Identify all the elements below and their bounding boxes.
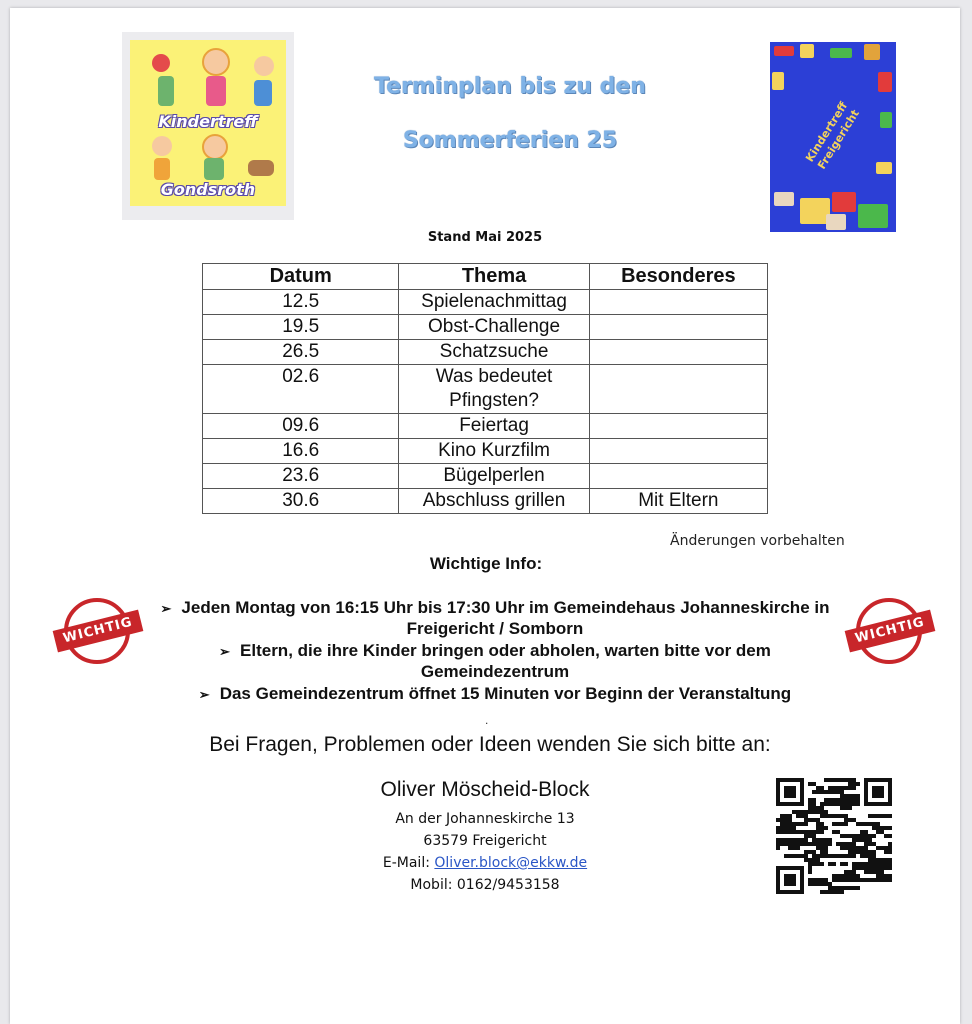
cell-besonderes <box>589 365 767 414</box>
contact-city: 63579 Freigericht <box>423 833 547 849</box>
table-row <box>203 340 768 365</box>
list-item: ➢ Jeden Montag von 16:15 Uhr bis 17:30 Uhr im Gemeindehaus Johanneskirche in Freigericht / Somborn <box>160 598 830 638</box>
logo-word-gondsroth: Gondsroth <box>160 180 256 199</box>
cell-besonderes: Mit Eltern <box>589 489 767 514</box>
cell-datum: 26.5 <box>203 340 399 365</box>
stamp-label: WICHTIG <box>845 610 936 653</box>
arrow-bullet-icon: ➢ <box>160 601 172 616</box>
important-info-heading: Wichtige Info: <box>429 554 543 573</box>
header-thema: Thema <box>399 264 589 290</box>
cell-thema: Obst-Challenge <box>399 315 589 340</box>
cell-besonderes <box>589 439 767 464</box>
table-header-row <box>203 264 768 290</box>
arrow-bullet-icon: ➢ <box>198 687 210 702</box>
header-besonderes: Besonderes <box>589 264 767 290</box>
cell-besonderes <box>589 340 767 365</box>
table-row <box>203 414 768 439</box>
title-line-2: Sommerferien 25 <box>402 128 618 153</box>
cell-thema: Schatzsuche <box>399 340 589 365</box>
logo-word-kindertreff: Kindertreff <box>158 112 258 131</box>
info-bullet-list <box>150 598 840 707</box>
cell-datum: 16.6 <box>203 439 399 464</box>
schedule-table <box>202 263 768 514</box>
contact-email-line <box>350 852 620 874</box>
list-item: ➢ Eltern, die ihre Kinder bringen oder abholen, warten bitte vor dem Gemeindezentrum <box>219 641 771 681</box>
list-item: ➢ Das Gemeindezentrum öffnet 15 Minuten vor Beginn der Veranstaltung <box>198 684 792 703</box>
cell-datum: 19.5 <box>203 315 399 340</box>
table-row <box>203 290 768 315</box>
contact-street: An der Johanneskirche 13 <box>395 811 575 827</box>
title-line-1: Terminplan bis zu den <box>374 74 646 99</box>
stray-dot: . <box>485 713 489 727</box>
wichtig-stamp-right <box>846 598 934 668</box>
table-row <box>203 489 768 514</box>
questions-line: Bei Fragen, Problemen oder Ideen wenden Sie sich bitte an: <box>209 733 771 756</box>
cell-besonderes <box>589 414 767 439</box>
stand-date: Stand Mai 2025 <box>427 230 543 245</box>
cell-thema: Was bedeutet Pfingsten? <box>399 365 589 414</box>
logo-text-freigericht: Kindertreff Freigericht <box>803 99 862 172</box>
table-row <box>203 439 768 464</box>
qr-code[interactable] <box>776 778 892 894</box>
kindertreff-freigericht-logo <box>770 42 896 232</box>
document-page <box>10 8 960 1024</box>
cell-datum: 09.6 <box>203 414 399 439</box>
cell-thema: Feiertag <box>399 414 589 439</box>
cell-thema: Kino Kurzfilm <box>399 439 589 464</box>
cell-datum: 02.6 <box>203 365 399 414</box>
cell-datum: 12.5 <box>203 290 399 315</box>
arrow-bullet-icon: ➢ <box>219 644 231 659</box>
changes-reserved-note: Änderungen vorbehalten <box>670 533 845 549</box>
email-link[interactable]: Oliver.block@ekkw.de <box>434 855 588 871</box>
cell-besonderes <box>589 290 767 315</box>
kindertreff-gondsroth-logo <box>122 32 294 220</box>
cell-thema: Spielenachmittag <box>399 290 589 315</box>
table-row <box>203 315 768 340</box>
email-label: E-Mail: <box>382 855 430 871</box>
cell-thema: Bügelperlen <box>399 464 589 489</box>
table-row <box>203 365 768 414</box>
table-row <box>203 464 768 489</box>
wichtig-stamp-left <box>54 598 142 668</box>
cell-besonderes <box>589 464 767 489</box>
contact-mobile: Mobil: 0162/9453158 <box>410 877 560 893</box>
cell-besonderes <box>589 315 767 340</box>
cell-thema: Abschluss grillen <box>399 489 589 514</box>
contact-block <box>350 778 620 896</box>
stamp-label: WICHTIG <box>53 610 144 653</box>
contact-name: Oliver Möscheid-Block <box>380 778 590 801</box>
header-datum: Datum <box>203 264 399 290</box>
cell-datum: 23.6 <box>203 464 399 489</box>
cell-datum: 30.6 <box>203 489 399 514</box>
